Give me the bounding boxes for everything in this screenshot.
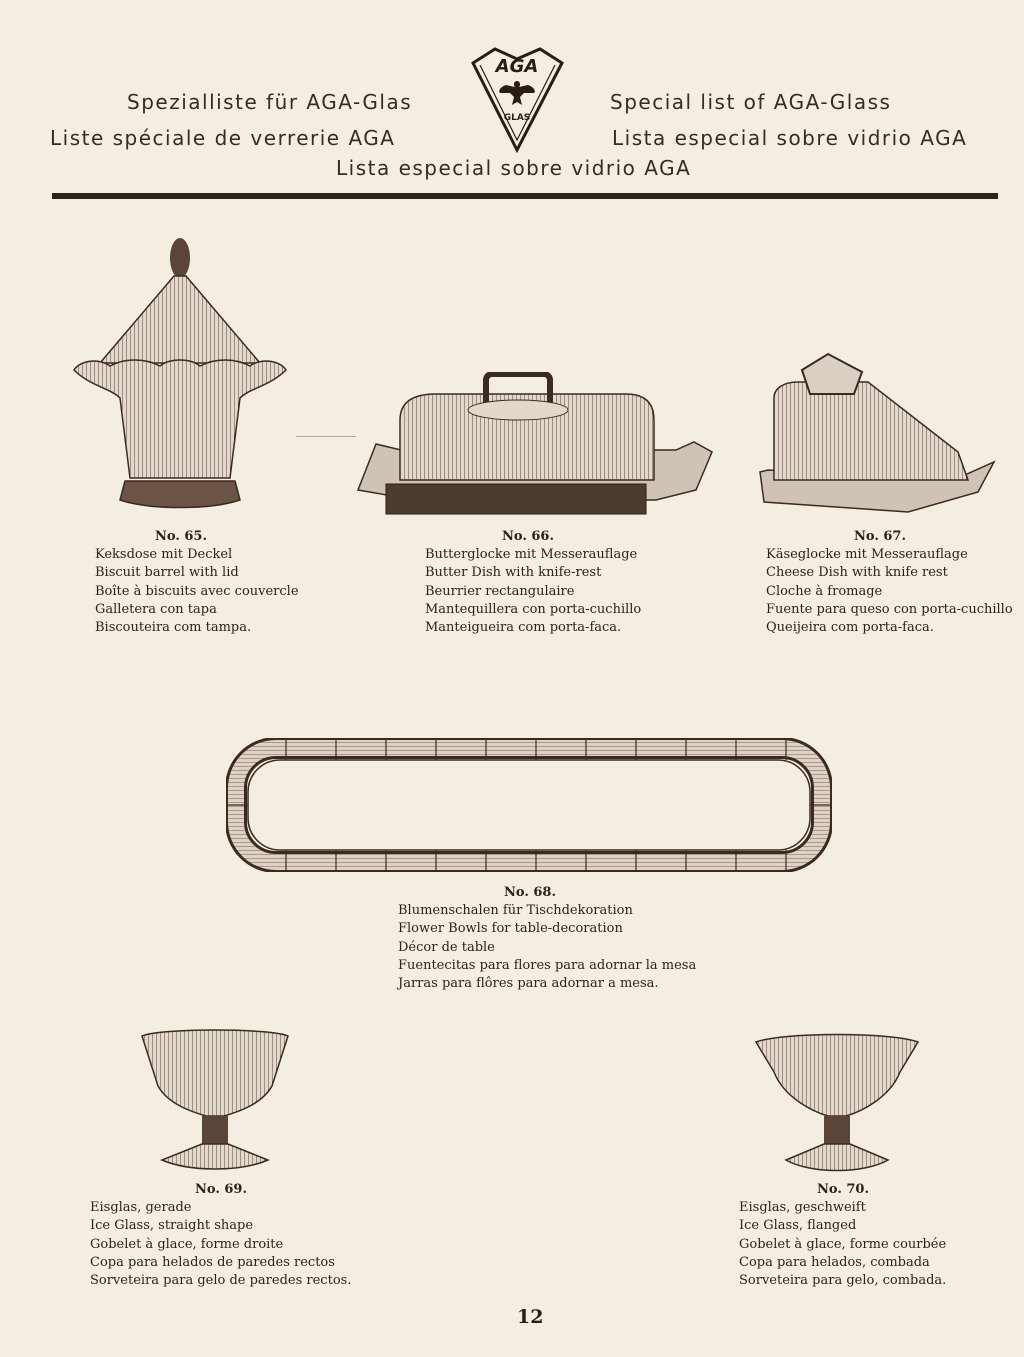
- logo-bottom-text: GLAS: [503, 113, 531, 123]
- ice-glass-straight-illustration: [140, 1026, 290, 1174]
- desc-en: Ice Glass, flanged: [739, 1218, 857, 1234]
- desc-pt: Sorveteira para gelo de paredes rectos.: [90, 1273, 352, 1289]
- desc-en: Cheese Dish with knife rest: [766, 565, 948, 581]
- caption-no-67: [766, 528, 1013, 637]
- page-number: 12: [517, 1306, 544, 1328]
- desc-de: Blumenschalen für Tischdekoration: [398, 903, 633, 919]
- desc-en: Flower Bowls for table-decoration: [398, 921, 623, 937]
- desc-fr: Gobelet à glace, forme droite: [90, 1236, 284, 1252]
- faint-divider: [296, 436, 356, 437]
- desc-pt: Manteigueira com porta-faca.: [425, 620, 622, 636]
- biscuit-barrel-illustration: [70, 238, 290, 520]
- desc-de: Eisglas, gerade: [90, 1200, 192, 1216]
- header-rule: [52, 193, 998, 199]
- logo-top-text: AGA: [495, 56, 539, 77]
- header-portuguese: Lista especial sobre vidrio AGA: [336, 156, 692, 180]
- desc-es: Copa para helados de paredes rectos: [90, 1254, 335, 1270]
- item-number: No. 65.: [155, 529, 207, 544]
- desc-fr: Cloche à fromage: [766, 583, 883, 599]
- item-number: No. 68.: [504, 885, 556, 900]
- item-number: No. 69.: [195, 1182, 247, 1197]
- caption-no-69: [90, 1181, 351, 1290]
- aga-logo: [470, 45, 565, 153]
- desc-en: Butter Dish with knife-rest: [425, 565, 602, 581]
- desc-fr: Beurrier rectangulaire: [425, 583, 575, 599]
- desc-de: Eisglas, geschweift: [739, 1200, 866, 1216]
- item-number: No. 66.: [502, 529, 554, 544]
- caption-no-70: [739, 1181, 946, 1290]
- desc-en: Biscuit barrel with lid: [95, 565, 239, 581]
- ice-glass-flanged-illustration: [754, 1032, 920, 1174]
- desc-de: Käseglocke mit Messerauflage: [766, 547, 968, 563]
- item-number: No. 70.: [817, 1182, 869, 1197]
- desc-fr: Décor de table: [398, 939, 495, 955]
- desc-fr: Gobelet à glace, forme courbée: [739, 1236, 947, 1252]
- header-spanish: Lista especial sobre vidrio AGA: [612, 126, 968, 150]
- desc-es: Fuente para queso con porta-cuchillo: [766, 601, 1013, 617]
- caption-no-66: [425, 528, 641, 637]
- desc-en: Ice Glass, straight shape: [90, 1218, 254, 1234]
- flower-bowls-illustration: [226, 738, 832, 872]
- butter-dish-illustration: [356, 372, 714, 522]
- desc-es: Copa para helados, combada: [739, 1254, 930, 1270]
- cheese-dish-illustration: [758, 352, 996, 520]
- desc-es: Galletera con tapa: [95, 601, 217, 617]
- desc-de: Butterglocke mit Messerauflage: [425, 547, 638, 563]
- desc-de: Keksdose mit Deckel: [95, 547, 233, 563]
- header-english: Special list of AGA-Glass: [610, 90, 892, 114]
- item-number: No. 67.: [854, 529, 906, 544]
- caption-no-68: [398, 884, 696, 993]
- desc-pt: Sorveteira para gelo, combada.: [739, 1273, 947, 1289]
- desc-pt: Queijeira com porta-faca.: [766, 620, 934, 636]
- desc-pt: Biscouteira com tampa.: [95, 620, 252, 636]
- desc-es: Fuentecitas para flores para adornar la mesa: [398, 957, 697, 973]
- desc-es: Mantequillera con porta-cuchillo: [425, 601, 642, 617]
- header-french: Liste spéciale de verrerie AGA: [50, 126, 396, 150]
- caption-no-65: [95, 528, 299, 637]
- header-german: Spezialliste für AGA-Glas: [127, 90, 413, 114]
- desc-pt: Jarras para flôres para adornar a mesa.: [398, 976, 659, 992]
- desc-fr: Boîte à biscuits avec couvercle: [95, 583, 299, 599]
